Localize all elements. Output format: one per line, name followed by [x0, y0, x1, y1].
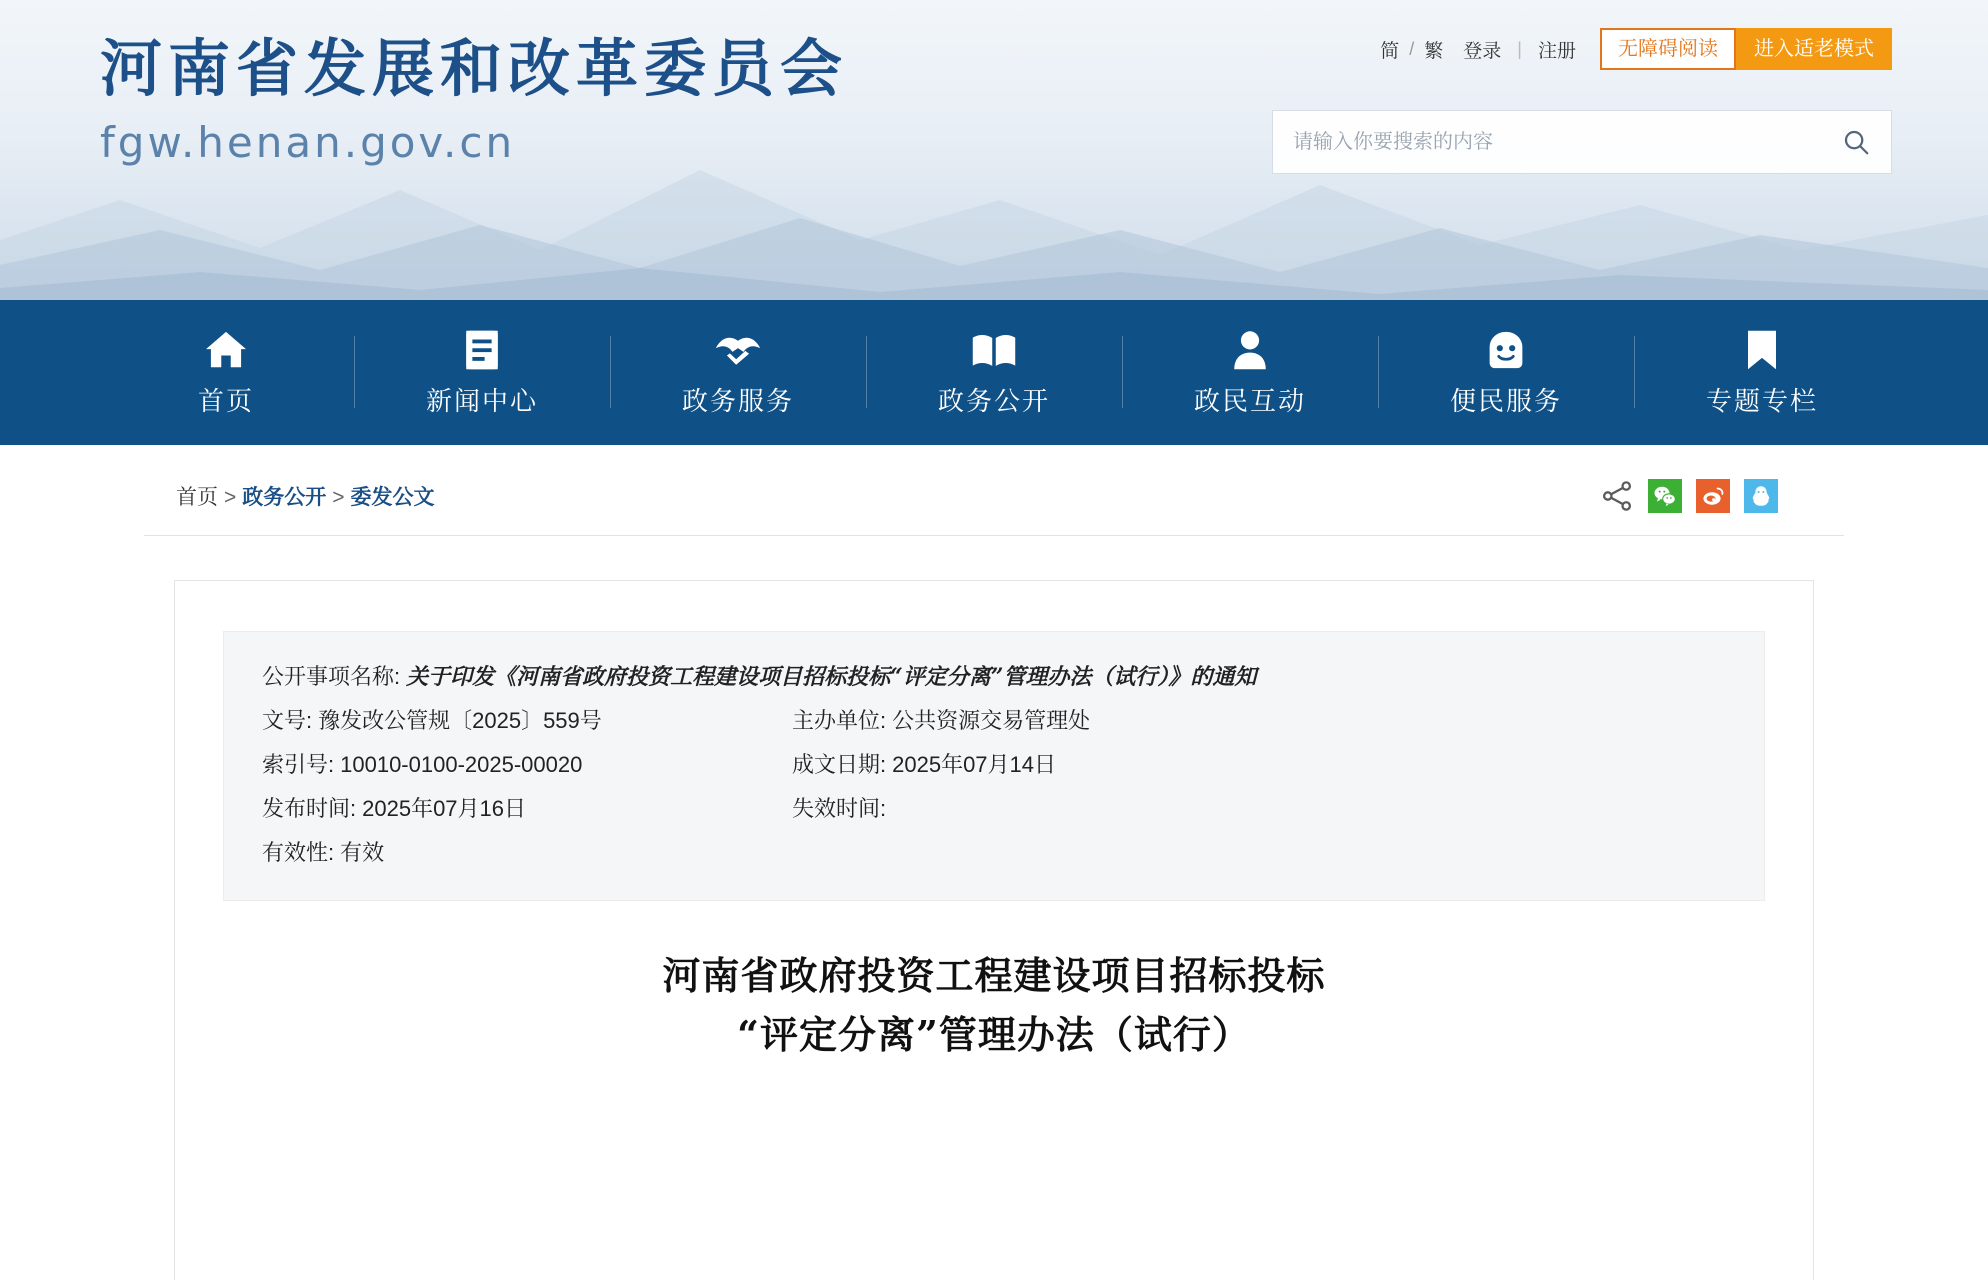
- nav-item-news[interactable]: [354, 300, 610, 445]
- site-banner: [0, 0, 1988, 300]
- nav-label-special-topics: 专题专栏: [1705, 386, 1818, 416]
- bookmark-icon: [1744, 327, 1780, 373]
- meta-row-publish: [262, 792, 1726, 826]
- meta-cell-expire: [792, 792, 892, 826]
- meta-row-validity: [262, 836, 1726, 870]
- share-bar: [1600, 479, 1844, 513]
- meta-cell-index: [262, 748, 792, 782]
- meta-cell-docno: [262, 704, 792, 738]
- book-icon: [971, 327, 1017, 373]
- meta-value-expire: [886, 792, 892, 826]
- breadcrumb-home[interactable]: 首页: [176, 486, 218, 509]
- person-icon: [1231, 327, 1269, 373]
- meta-value-name: 关于印发《河南省政府投资工程建设项目招标投标“评定分离”管理办法（试行）》的通知: [406, 664, 1257, 690]
- breadcrumb-level1[interactable]: 政务公开: [242, 486, 327, 509]
- nav-item-interaction[interactable]: [1122, 300, 1378, 445]
- nav-item-convenience[interactable]: [1378, 300, 1634, 445]
- document-title-line1: 河南省政府投资工程建设项目招标投标: [662, 953, 1326, 999]
- search-icon: [1841, 127, 1871, 157]
- meta-row-index: [262, 748, 1726, 782]
- nav-item-special-topics[interactable]: [1634, 300, 1890, 445]
- nav-label-news: 新闻中心: [425, 386, 538, 416]
- article-meta-box: [223, 631, 1765, 901]
- breadcrumb-level2[interactable]: 委发公文: [350, 486, 435, 509]
- lang-simplified-link[interactable]: 简: [1380, 40, 1400, 62]
- wechat-share-icon[interactable]: [1648, 479, 1682, 513]
- share-nodes-icon[interactable]: [1600, 479, 1634, 513]
- nav-item-home[interactable]: [98, 300, 354, 445]
- register-link[interactable]: 注册: [1537, 40, 1576, 62]
- meta-row-docno: [262, 704, 1726, 738]
- meta-value-index: 10010-0100-2025-00020: [340, 752, 583, 778]
- article-card: [174, 580, 1814, 1280]
- document-title: [223, 947, 1765, 1065]
- nav-label-interaction: 政民互动: [1193, 386, 1306, 416]
- meta-value-publish: 2025年07月16日: [362, 796, 527, 822]
- meta-label-host-unit: 主办单位:: [792, 708, 887, 734]
- login-link[interactable]: 登录: [1463, 40, 1502, 62]
- top-utility-bar: [1370, 28, 1892, 70]
- site-url: fgw.henan.gov.cn: [100, 117, 516, 167]
- weibo-share-icon[interactable]: [1696, 479, 1730, 513]
- meta-row-name: [262, 660, 1726, 694]
- news-icon: [462, 327, 502, 373]
- search-button[interactable]: [1821, 111, 1891, 173]
- elder-mode-button[interactable]: 进入适老模式: [1736, 28, 1892, 70]
- meta-label-name: 公开事项名称:: [262, 664, 401, 689]
- meta-label-docno: 文号:: [262, 708, 313, 734]
- nav-label-home: 首页: [197, 386, 254, 416]
- meta-value-docno: 豫发改公管规〔2025〕559号: [318, 708, 602, 734]
- qq-share-icon[interactable]: [1744, 479, 1778, 513]
- smile-icon: [1485, 327, 1527, 373]
- nav-item-open-government[interactable]: [866, 300, 1122, 445]
- meta-cell-validity: [262, 836, 792, 870]
- meta-cell-written-date: [792, 748, 1056, 782]
- meta-label-validity: 有效性:: [262, 840, 335, 866]
- link-divider: |: [1517, 38, 1522, 59]
- nav-label-service: 政务服务: [681, 386, 794, 416]
- lang-traditional-link[interactable]: 繁: [1424, 40, 1444, 62]
- meta-label-written-date: 成文日期:: [792, 752, 887, 778]
- search-input[interactable]: [1273, 131, 1821, 154]
- nav-label-convenience: 便民服务: [1449, 386, 1562, 416]
- accessibility-button[interactable]: 无障碍阅读: [1600, 28, 1736, 70]
- meta-label-publish: 发布时间:: [262, 796, 357, 822]
- breadcrumb-bar: [144, 445, 1844, 536]
- lang-separator: /: [1409, 38, 1415, 59]
- meta-label-index: 索引号:: [262, 752, 335, 778]
- document-title-line2: “评定分离”管理办法（试行）: [737, 1012, 1251, 1058]
- nav-label-open-government: 政务公开: [937, 386, 1050, 416]
- breadcrumb: [144, 481, 435, 511]
- meta-cell-host-unit: [792, 704, 1090, 738]
- handshake-icon: [714, 327, 762, 373]
- main-navigation: [0, 300, 1988, 445]
- meta-value-validity: 有效: [340, 840, 385, 866]
- meta-label-expire: 失效时间:: [792, 796, 887, 822]
- search-box[interactable]: [1272, 110, 1892, 174]
- breadcrumb-sep-1: >: [224, 486, 237, 509]
- meta-value-host-unit: 公共资源交易管理处: [892, 708, 1091, 734]
- breadcrumb-sep-2: >: [332, 486, 345, 509]
- meta-value-written-date: 2025年07月14日: [892, 752, 1057, 778]
- meta-cell-publish: [262, 792, 792, 826]
- nav-item-service[interactable]: [610, 300, 866, 445]
- site-logo[interactable]: [100, 30, 848, 167]
- site-title: 河南省发展和改革委员会: [100, 32, 849, 105]
- home-icon: [204, 327, 248, 373]
